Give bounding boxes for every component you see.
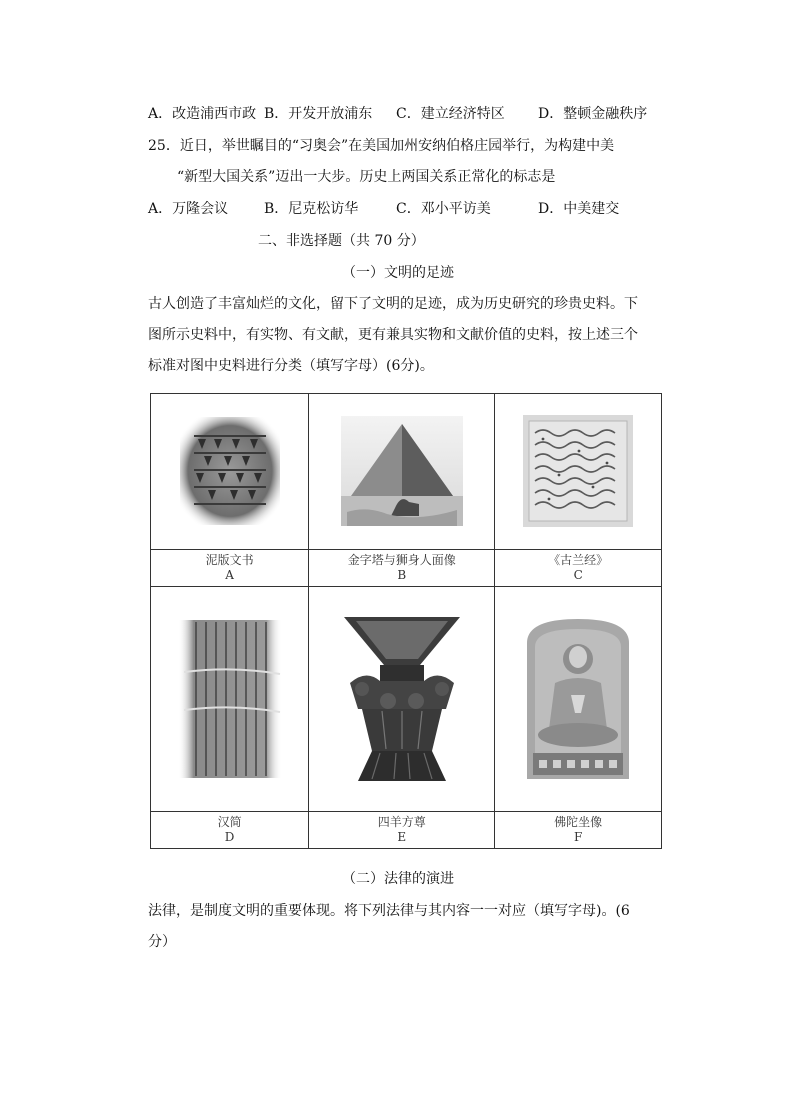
quran-image bbox=[519, 411, 637, 531]
source-material-table bbox=[150, 393, 662, 849]
q25-option-b: B．尼克松访华 bbox=[264, 201, 359, 217]
four-goat-zun-image bbox=[336, 611, 468, 787]
caption-d bbox=[151, 811, 309, 848]
q25-option-a: A．万隆会议 bbox=[148, 201, 229, 217]
part1-para-line1: 古人创造了丰富灿烂的文化，留下了文明的足迹，成为历史研究的珍贵史料。下 bbox=[148, 296, 638, 312]
part1-para-line2: 图所示史料中，有实物、有文献，更有兼具实物和文献价值的史料，按上述三个 bbox=[148, 327, 638, 343]
caption-f bbox=[495, 811, 662, 848]
part2-para-line1: 法律，是制度文明的重要体现。将下列法律与其内容一一对应（填写字母)。(6 bbox=[148, 903, 630, 919]
caption-e bbox=[309, 811, 495, 848]
caption-letter: A bbox=[225, 567, 234, 582]
cell-quran bbox=[495, 394, 662, 550]
caption-letter: F bbox=[574, 829, 583, 844]
part2-title: （二）法律的演进 bbox=[342, 871, 454, 887]
caption-title: 汉简 bbox=[217, 814, 242, 829]
caption-a bbox=[151, 549, 309, 586]
cell-clay-tablet bbox=[151, 394, 309, 550]
caption-letter: D bbox=[224, 829, 235, 844]
caption-title: 泥版文书 bbox=[205, 552, 254, 567]
caption-title: 佛陀坐像 bbox=[554, 814, 603, 829]
seated-buddha-image bbox=[519, 613, 637, 785]
caption-letter: B bbox=[397, 567, 407, 582]
bamboo-slips-image bbox=[174, 614, 286, 784]
q24-option-c: C．建立经济特区 bbox=[396, 106, 505, 122]
q24-option-b: B．开发开放浦东 bbox=[264, 106, 373, 122]
caption-letter: C bbox=[573, 567, 583, 582]
q24-option-d: D．整顿金融秩序 bbox=[538, 106, 648, 122]
caption-c bbox=[495, 549, 662, 586]
q25-stem-line1: 25．近日，举世瞩目的“习奥会”在美国加州安纳伯格庄园举行，为构建中美 bbox=[148, 138, 615, 154]
caption-title: 四羊方尊 bbox=[377, 814, 426, 829]
section2-title: 二、非选择题（共 70 分） bbox=[258, 233, 425, 249]
clay-tablet-image bbox=[174, 411, 286, 531]
cell-buddha bbox=[495, 586, 662, 811]
caption-title: 金字塔与狮身人面像 bbox=[347, 552, 456, 567]
cell-zun-vessel bbox=[309, 586, 495, 811]
caption-title: 《古兰经》 bbox=[548, 552, 609, 567]
part2-para-line2: 分） bbox=[148, 934, 176, 950]
caption-b bbox=[309, 549, 495, 586]
cell-bamboo-slips bbox=[151, 586, 309, 811]
part1-title: （一）文明的足迹 bbox=[342, 265, 454, 281]
q25-option-d: D．中美建交 bbox=[538, 201, 620, 217]
q25-stem-line2: “新型大国关系”迈出一大步。历史上两国关系正常化的标志是 bbox=[177, 169, 556, 185]
q25-option-c: C．邓小平访美 bbox=[396, 201, 491, 217]
cell-pyramid bbox=[309, 394, 495, 550]
part1-para-line3: 标准对图中史料进行分类（填写字母）(6分)。 bbox=[148, 358, 434, 374]
pyramid-sphinx-image bbox=[337, 412, 467, 530]
q24-option-a: A．改造浦西市政 bbox=[148, 106, 257, 122]
caption-letter: E bbox=[397, 829, 407, 844]
